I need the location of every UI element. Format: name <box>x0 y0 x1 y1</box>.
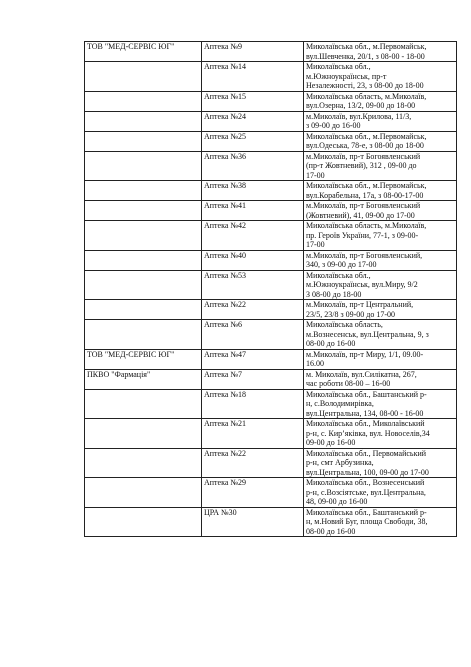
pharmacy-cell: Аптека №40 <box>202 250 304 270</box>
pharmacy-cell: Аптека №25 <box>202 131 304 151</box>
pharmacy-table-body <box>85 42 457 537</box>
table-row <box>85 478 457 508</box>
table-row <box>85 111 457 131</box>
pharmacy-cell: Аптека №53 <box>202 270 304 300</box>
pharmacy-cell: Аптека №9 <box>202 42 304 62</box>
address-cell: м.Миколаїв, пр-т Богоявленський (Жовтневий), 41, 09-00 до 17-00 <box>304 201 457 221</box>
pharmacy-cell: Аптека №38 <box>202 181 304 201</box>
org-cell <box>85 201 202 221</box>
table-row <box>85 151 457 181</box>
table-row <box>85 62 457 92</box>
pharmacy-cell: Аптека №24 <box>202 111 304 131</box>
org-cell <box>85 131 202 151</box>
table-row <box>85 369 457 389</box>
org-cell <box>85 478 202 508</box>
address-cell: м.Миколаїв, пр-т Миру, 1/1, 09.00- 16.00 <box>304 349 457 369</box>
org-cell <box>85 151 202 181</box>
address-cell: Миколаївська обл., м.Южноукраїнськ, пр-т Незалежності, 23, з 08-00 до 18-00 <box>304 62 457 92</box>
pharmacy-cell: Аптека №41 <box>202 201 304 221</box>
address-cell: Миколаївська обл., Баштанський р- н, м.Новий Буг, площа Свободи, 38, 08-00 до 16-00 <box>304 507 457 537</box>
address-cell: Миколаївська область, м.Миколаїв, пр. Героїв України, 77-1, з 09-00- 17-00 <box>304 221 457 251</box>
org-cell <box>85 448 202 478</box>
table-row <box>85 419 457 449</box>
pharmacy-cell: Аптека №36 <box>202 151 304 181</box>
pharmacy-cell: Аптека №6 <box>202 320 304 350</box>
pharmacy-cell: ЦРА №30 <box>202 507 304 537</box>
table-row <box>85 349 457 369</box>
address-cell: Миколаївська обл., Вознесенський р-н, с.Возсіятське, вул.Центральна, 48, 09-00 до 16-00 <box>304 478 457 508</box>
address-cell: Миколаївська обл., Баштанський р- н, с.Володимирівка, вул.Центральна, 134, 08-00 - 16-00 <box>304 389 457 419</box>
org-cell <box>85 270 202 300</box>
address-cell: Миколаївська область, м.Вознесенськ, вул.Центральна, 9, з 08-00 до 16-00 <box>304 320 457 350</box>
pharmacy-cell: Аптека №7 <box>202 369 304 389</box>
pharmacy-cell: Аптека №15 <box>202 91 304 111</box>
org-cell <box>85 300 202 320</box>
table-row <box>85 389 457 419</box>
address-cell: Миколаївська обл., м.Первомайськ, вул.Корабельна, 17а, з 08-00-17-00 <box>304 181 457 201</box>
org-cell <box>85 320 202 350</box>
address-cell: Миколаївська обл., м.Южноукраїнськ, вул.Миру, 9/2 З 08-00 до 18-00 <box>304 270 457 300</box>
address-cell: Миколаївська обл., Первомайський р-н, смт Арбузинка, вул.Центральна, 100, 09-00 до 17-00 <box>304 448 457 478</box>
pharmacy-cell: Аптека №18 <box>202 389 304 419</box>
table-row <box>85 300 457 320</box>
org-cell: ПКВО "Фармація" <box>85 369 202 389</box>
address-cell: Миколаївська обл., м.Первомайськ, вул.Шевченка, 20/1, з 08-00 - 18-00 <box>304 42 457 62</box>
pharmacy-cell: Аптека №22 <box>202 448 304 478</box>
address-cell: м.Миколаїв, пр-т Центральний, 23/5, 23/8 з 09-00 до 17-00 <box>304 300 457 320</box>
org-cell <box>85 250 202 270</box>
address-cell: Миколаївська обл., Миколаївський р-н, с. Кир’яківка, вул. Новоселів,34 09-00 до 16-00 <box>304 419 457 449</box>
table-row <box>85 91 457 111</box>
address-cell: м. Миколаїв, вул.Силікатна, 267, час роботи 08-00 – 16-00 <box>304 369 457 389</box>
org-cell <box>85 62 202 92</box>
pharmacy-cell: Аптека №21 <box>202 419 304 449</box>
org-cell <box>85 91 202 111</box>
table-row <box>85 270 457 300</box>
org-cell: ТОВ "МЕД-СЕРВІС ЮГ" <box>85 42 202 62</box>
pharmacy-table <box>84 41 457 537</box>
table-row <box>85 250 457 270</box>
table-row <box>85 201 457 221</box>
table-row <box>85 320 457 350</box>
table-row <box>85 131 457 151</box>
address-cell: Миколаївська область, м.Миколаїв, вул.Озерна, 13/2, 09-00 до 18-00 <box>304 91 457 111</box>
address-cell: Миколаївська обл., м.Первомайськ, вул.Одеська, 78-е, з 08-00 до 18-00 <box>304 131 457 151</box>
org-cell <box>85 419 202 449</box>
table-row <box>85 507 457 537</box>
table-row <box>85 221 457 251</box>
org-cell: ТОВ "МЕД-СЕРВІС ЮГ" <box>85 349 202 369</box>
pharmacy-cell: Аптека №29 <box>202 478 304 508</box>
org-cell <box>85 111 202 131</box>
org-cell <box>85 221 202 251</box>
table-row <box>85 448 457 478</box>
address-cell: м.Миколаїв, пр-т Богоявленський (пр-т Жовтневий), 312 , 09-00 до 17-00 <box>304 151 457 181</box>
org-cell <box>85 507 202 537</box>
org-cell <box>85 389 202 419</box>
pharmacy-cell: Аптека №47 <box>202 349 304 369</box>
address-cell: м.Миколаїв, пр-т Богоявленський, 340, з 09-00 до 17-00 <box>304 250 457 270</box>
org-cell <box>85 181 202 201</box>
table-row <box>85 181 457 201</box>
pharmacy-cell: Аптека №14 <box>202 62 304 92</box>
address-cell: м.Миколаїв, вул.Крилова, 11/3, з 09-00 до 16-00 <box>304 111 457 131</box>
pharmacy-cell: Аптека №42 <box>202 221 304 251</box>
pharmacy-cell: Аптека №22 <box>202 300 304 320</box>
table-row <box>85 42 457 62</box>
